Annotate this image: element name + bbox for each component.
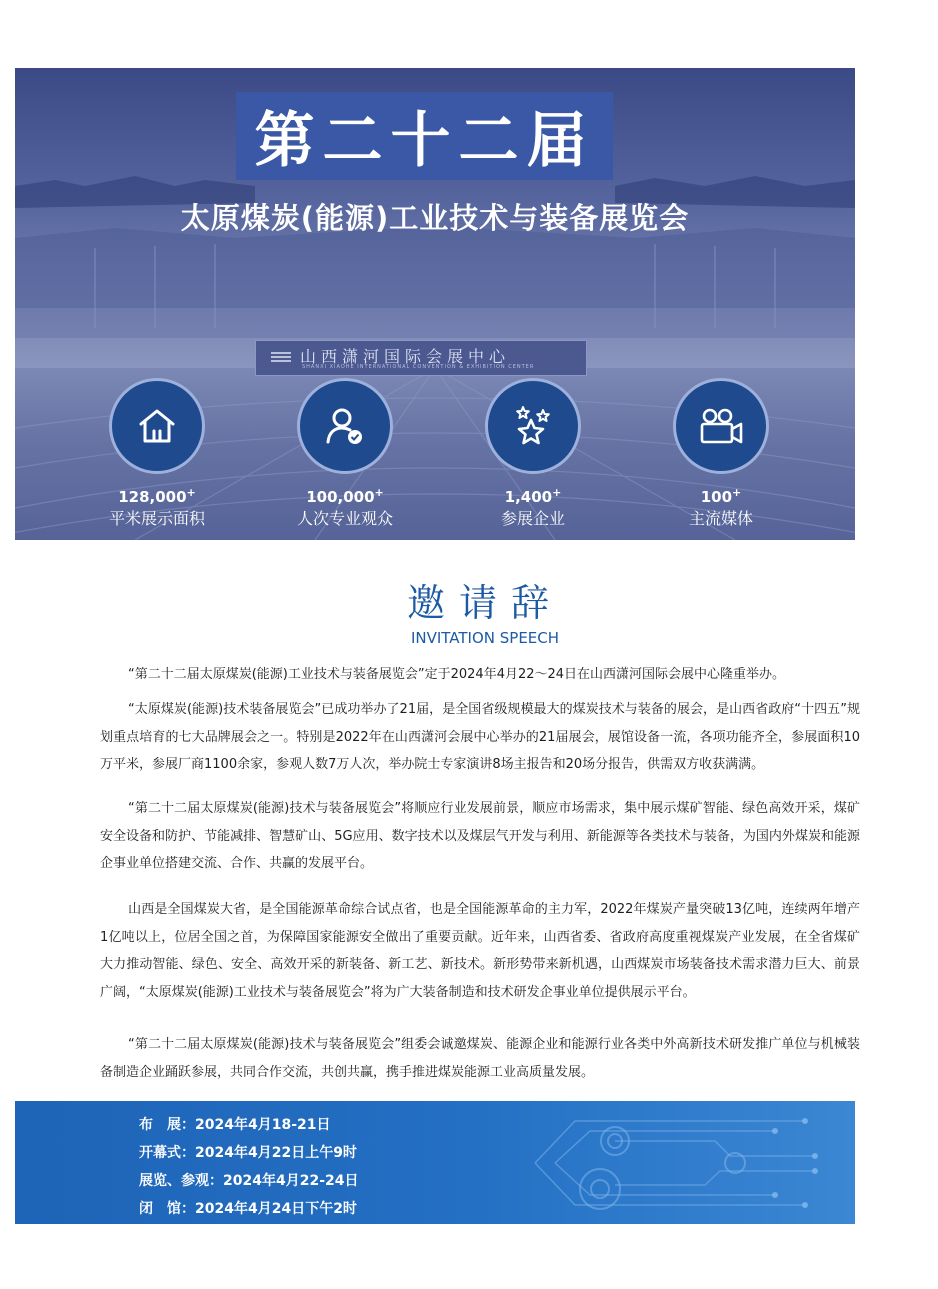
stat-media — [631, 378, 811, 529]
video-camera-icon — [696, 402, 746, 450]
hero-banner — [15, 68, 855, 540]
venue-name-cn: 山西潇河国际会展中心 — [300, 347, 511, 366]
venue-logo-icon — [270, 350, 292, 364]
invitation-subtitle: INVITATION SPEECH — [410, 629, 560, 647]
schedule-opening: 开幕式：2024年4月22日上午9时 — [139, 1145, 357, 1161]
invitation-paragraph: “第二十二届太原煤炭(能源)工业技术与装备展览会”定于2024年4月22～24日在山西潇河国际会展中心隆重举办。 — [128, 667, 786, 682]
stat-number: 100,000+ — [306, 486, 384, 506]
stat-number: 1,400+ — [504, 486, 562, 506]
invitation-paragraph: “第二十二届太原煤炭(能源)技术与装备展览会”组委会诚邀煤炭、能源企业和能源行业各类中外高新技术研发推广单位与机械装备制造企业踊跃参展，共同合作交流，共创共赢，携手推进煤炭能源工业高质量发展。 — [100, 1037, 860, 1080]
invitation-paragraph: 山西是全国煤炭大省，是全国能源革命综合试点省，也是全国能源革命的主力军，2022年煤炭产量突破13亿吨，连续两年增产1亿吨以上，位居全国之首，为保障国家能源安全做出了重要贡献。近年来，山西省委、省政府高度重视煤炭产业发展，在全省煤矿大力推动智能、绿色、安全、高效开采的新装备、新工艺、新技术。新形势带来新机遇，山西煤炭市场装备技术需求潜力巨大、前景广阔，“太原煤炭(能源)工业技术与装备展览会”将为广大装备制造和技术研发企事业单位提供展示平台。 — [100, 902, 860, 1000]
exhibition-edition-title: 第二十二届 — [254, 106, 595, 176]
stat-circle — [109, 378, 205, 474]
stars-icon — [509, 402, 557, 450]
stat-circle — [485, 378, 581, 474]
stat-label: 人次专业观众 — [296, 509, 393, 528]
person-check-icon — [321, 402, 369, 450]
venue-name-en: SHANXI XIAOHE INTERNATIONAL CONVENTION & EXHIBITION CENTER — [302, 364, 535, 370]
stat-label: 参展企业 — [500, 509, 565, 528]
venue-sign — [255, 340, 587, 376]
schedule-band — [15, 1101, 855, 1224]
invitation-title: 邀请辞 — [406, 581, 563, 625]
title-box — [236, 92, 613, 180]
stat-circle — [297, 378, 393, 474]
stat-visitors — [255, 378, 435, 529]
stat-exhibitors — [443, 378, 623, 529]
schedule-setup: 布 展：2024年4月18-21日 — [139, 1117, 331, 1133]
invitation-paragraph: “太原煤炭(能源)技术装备展览会”已成功举办了21届，是全国省级规模最大的煤炭技术与装备的展会，是山西省政府“十四五”规划重点培育的七大品牌展会之一。特别是2022年在山西潇河会展中心举办的21届展会，展馆设备一流，各项功能齐全，参展面积10万平米，参展厂商1100余家，参观人数7万人次，举办院士专家演讲8场主报告和20场分报告，供需双方收获满满。 — [100, 702, 860, 772]
invitation-paragraph: “第二十二届太原煤炭(能源)技术与装备展览会”将顺应行业发展前景，顺应市场需求，集中展示煤矿智能、绿色高效开采，煤矿安全设备和防护、节能减排、智慧矿山、5G应用、数字技术以及煤层气开发与利用、新能源等各类技术与装备，为国内外煤炭和能源企事业单位搭建交流、合作、共赢的发展平台。 — [100, 801, 860, 871]
house-icon — [133, 402, 181, 450]
stat-exhibition-area — [67, 378, 247, 529]
stat-label: 主流媒体 — [688, 509, 753, 528]
exhibition-name: 太原煤炭(能源)工业技术与装备展览会 — [180, 201, 690, 235]
stat-number: 100+ — [700, 486, 742, 506]
stat-circle — [673, 378, 769, 474]
stat-label: 平米展示面积 — [108, 509, 205, 528]
schedule-closing: 闭 馆：2024年4月24日下午2时 — [139, 1201, 357, 1217]
schedule-exhibition: 展览、参观：2024年4月22-24日 — [139, 1173, 359, 1189]
stat-number: 128,000+ — [118, 486, 196, 506]
